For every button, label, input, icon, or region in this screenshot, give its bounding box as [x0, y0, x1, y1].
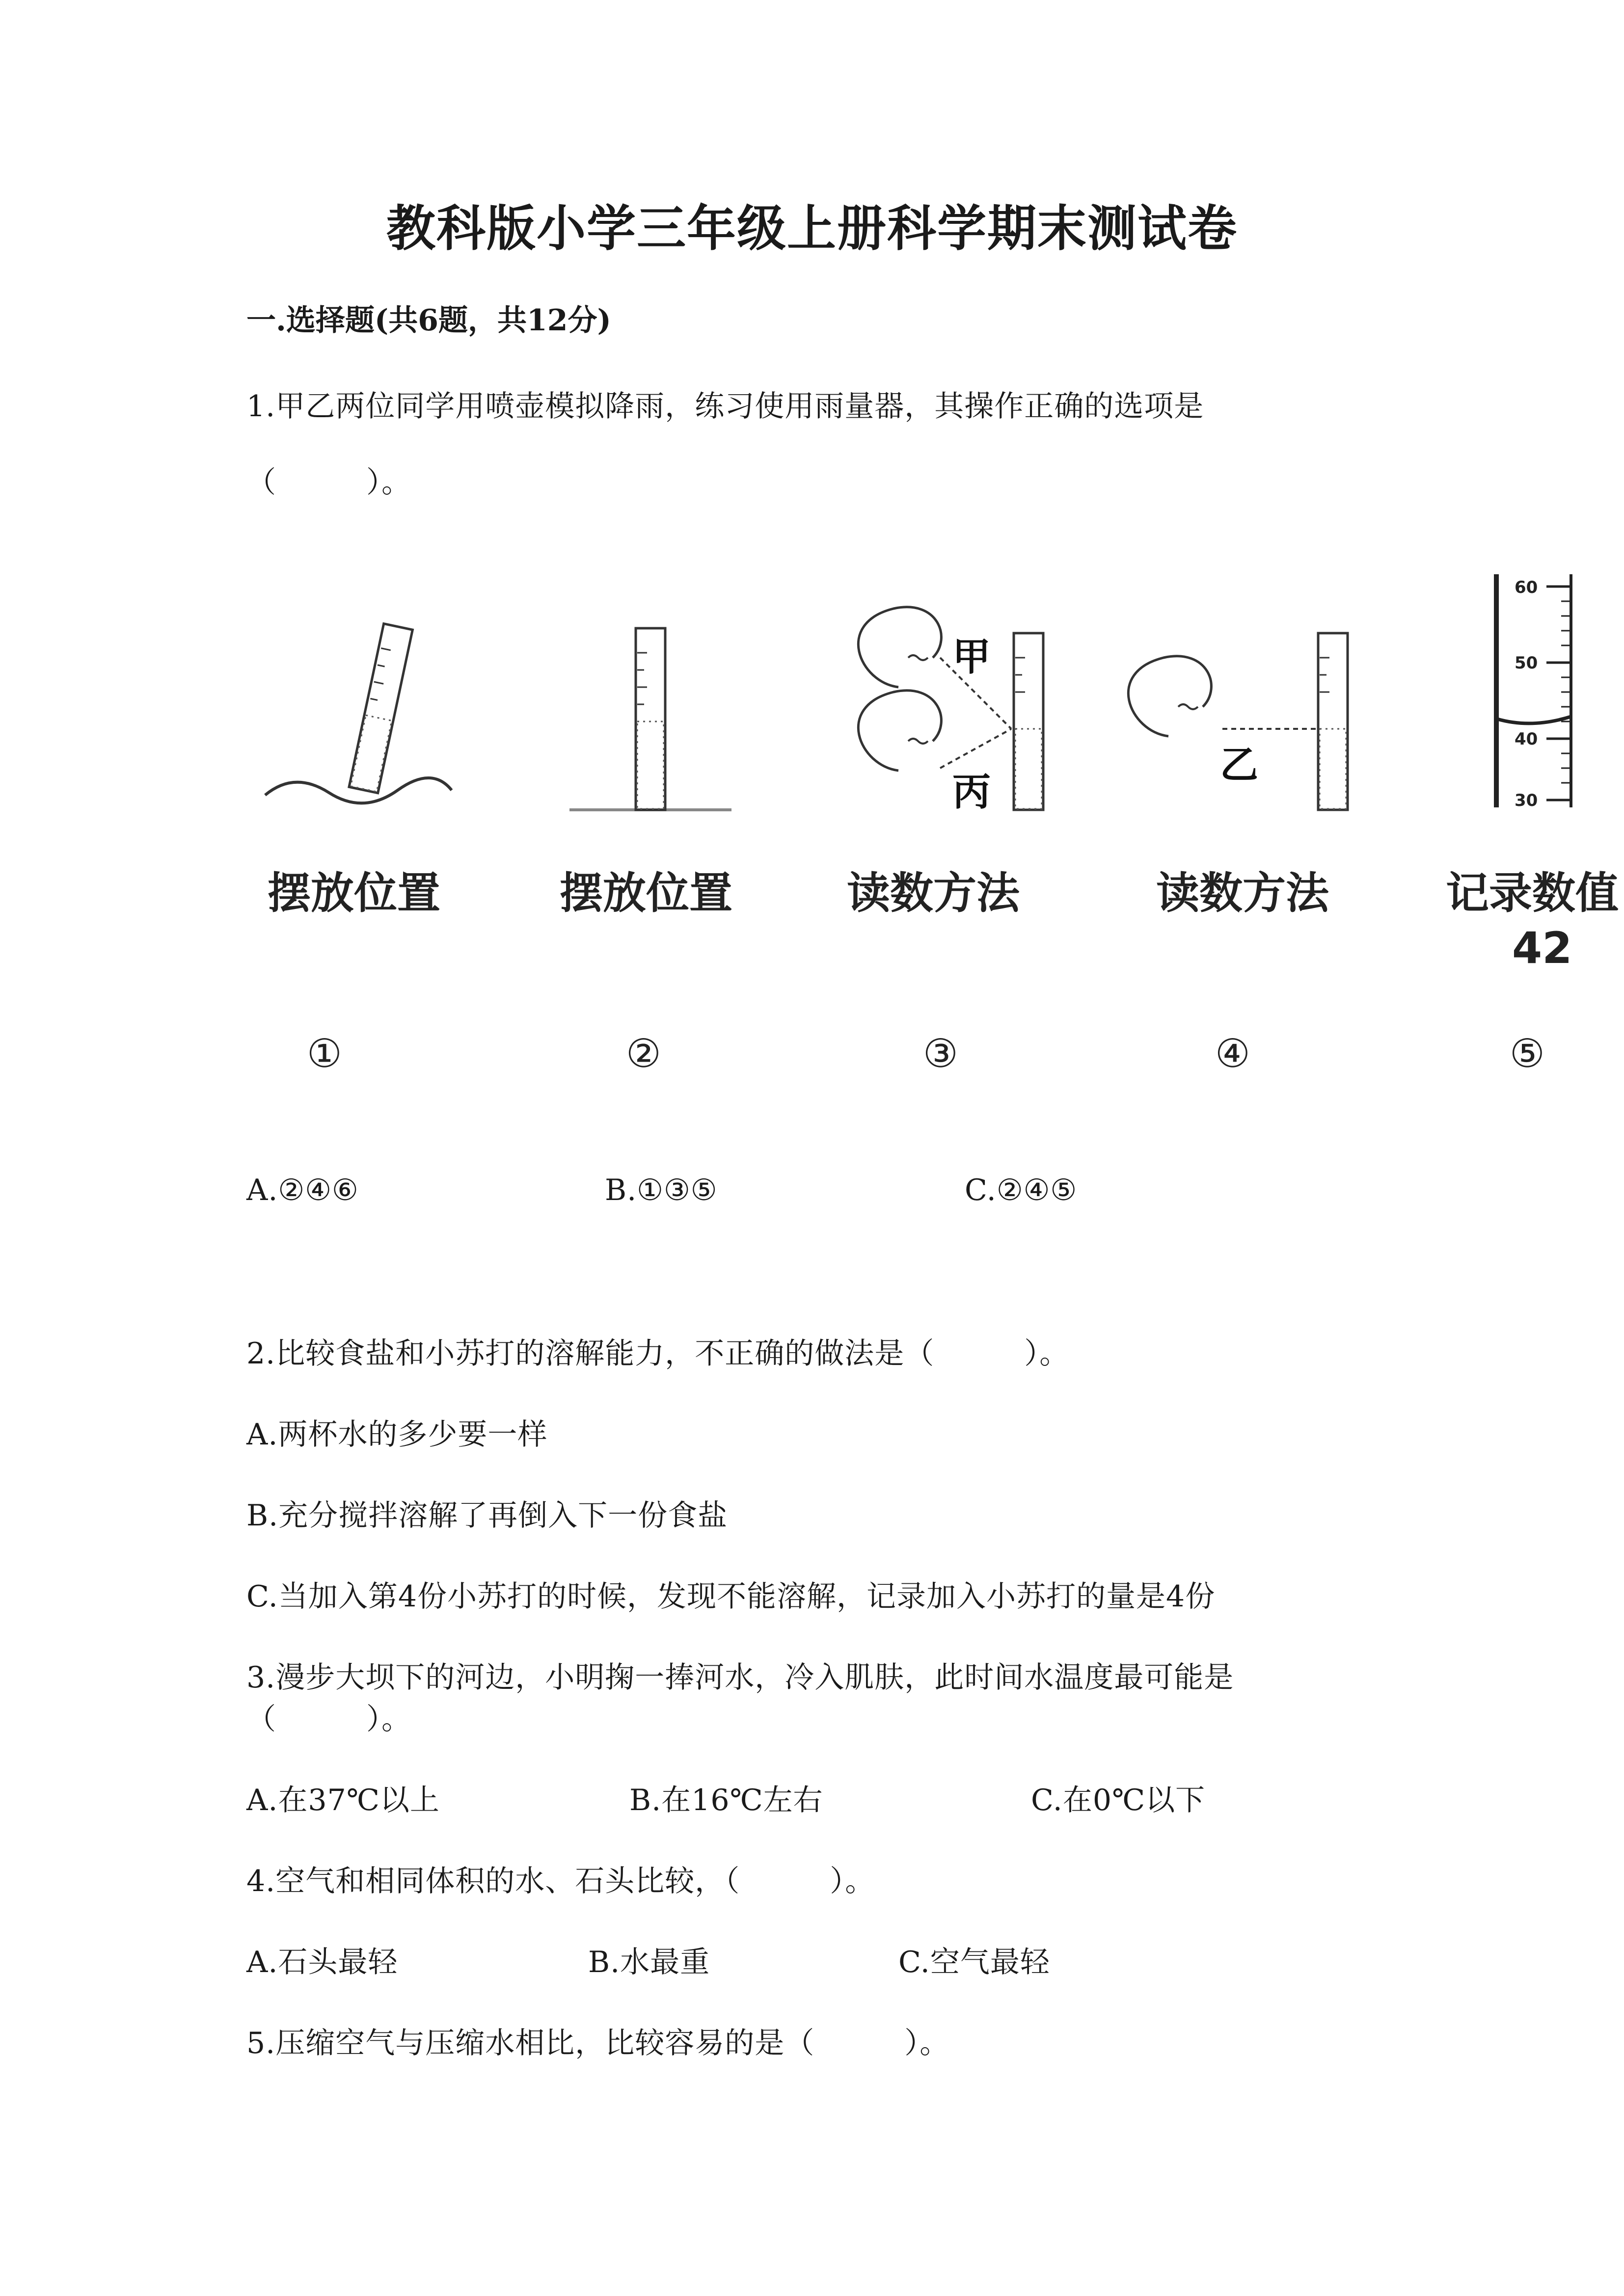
figure-label-1: 摆放位置 — [268, 868, 441, 918]
scale-tick-30: 30 — [1515, 791, 1538, 810]
gauge-scale — [1496, 574, 1571, 810]
figure-label-4: 读数方法 — [1156, 868, 1329, 918]
question-2-option-b: B.充分搅拌溶解了再倒入下一份食盐 — [246, 1498, 728, 1533]
figure-label-3: 读数方法 — [847, 868, 1020, 918]
person-label-bing: 丙 — [952, 770, 991, 814]
question-4-option-c: C.空气最轻 — [898, 1945, 1050, 1979]
figure-number-2: ② — [626, 1031, 661, 1076]
question-2-option-a: A.两杯水的多少要一样 — [246, 1417, 548, 1452]
question-2-option-c: C.当加入第4份小苏打的时候，发现不能溶解，记录加入小苏打的量是4份 — [246, 1579, 1216, 1614]
question-5-stem: 5.压缩空气与压缩水相比，比较容易的是（ ）。 — [246, 2026, 950, 2060]
figure-number-3: ③ — [923, 1031, 958, 1076]
reading-method-level — [1128, 633, 1348, 810]
question-1-stem: 1.甲乙两位同学用喷壶模拟降雨，练习使用雨量器，其操作正确的选项是 — [246, 389, 1204, 424]
question-3-stem: 3.漫步大坝下的河边，小明掬一捧河水，冷入肌肤，此时间水温度最可能是 — [246, 1660, 1234, 1695]
person-label-yi: 乙 — [1220, 743, 1259, 787]
question-3-option-c: C.在0℃以下 — [1031, 1783, 1206, 1817]
question-4-option-a: A.石头最轻 — [246, 1945, 398, 1979]
question-1-option-a: A.②④⑥ — [246, 1173, 359, 1207]
upright-rain-gauge — [569, 628, 731, 810]
tilted-rain-gauge — [265, 624, 452, 803]
figure-number-5: ⑤ — [1510, 1031, 1545, 1076]
figure-label-5: 记录数值 — [1446, 868, 1619, 918]
question-3-option-a: A.在37℃以上 — [246, 1783, 440, 1817]
scale-tick-60: 60 — [1515, 578, 1538, 597]
figure-number-4: ④ — [1215, 1031, 1250, 1076]
page-title: 教科版小学三年级上册科学期末测试卷 — [386, 199, 1238, 257]
rain-gauge-figure — [245, 560, 1624, 814]
question-3-option-b: B.在16℃左右 — [629, 1783, 823, 1817]
question-2-stem: 2.比较食盐和小苏打的溶解能力，不正确的做法是（ ）。 — [246, 1336, 1070, 1371]
reading-method-angled — [858, 607, 1043, 814]
figure-number-1: ① — [307, 1031, 342, 1076]
scale-tick-40: 40 — [1515, 729, 1538, 749]
question-4-stem: 4.空气和相同体积的水、石头比较，（ ）。 — [246, 1864, 875, 1898]
question-4-option-b: B.水最重 — [588, 1945, 710, 1979]
scale-tick-50: 50 — [1515, 653, 1538, 673]
section-heading: 一.选择题(共6题，共12分) — [246, 303, 611, 338]
person-label-jia: 甲 — [952, 635, 991, 679]
question-1-option-b: B.①③⑤ — [605, 1173, 718, 1207]
figure-label-2: 摆放位置 — [560, 868, 733, 918]
question-3-blank: （ ）。 — [246, 1702, 411, 1736]
question-1-option-c: C.②④⑤ — [965, 1173, 1078, 1207]
question-1-blank: （ ）。 — [246, 465, 411, 500]
figure-recorded-value: 42 — [1512, 923, 1572, 973]
